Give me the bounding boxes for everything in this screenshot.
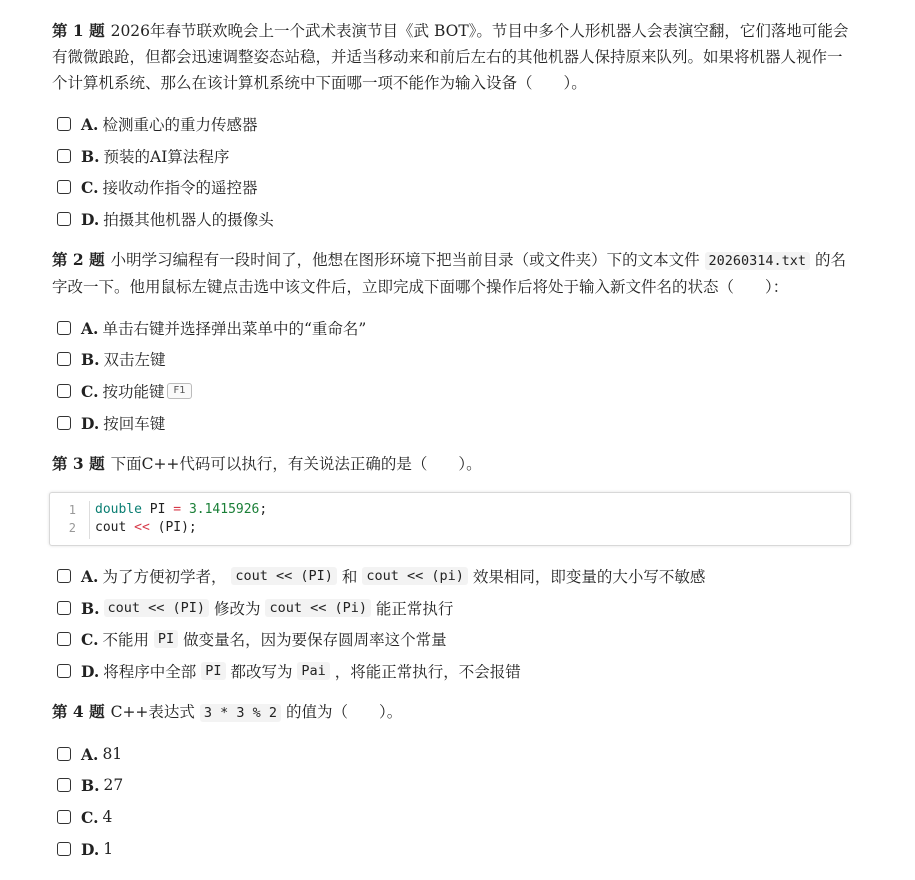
checkbox[interactable] [57,810,71,824]
checkbox[interactable] [57,384,71,398]
checkbox[interactable] [57,117,71,131]
code-gutter [89,501,90,539]
question-text-cont: 的名字改一下。他用鼠标左键点击选中该文件后，立即完成下面哪个操作后将处于输入新文件名的状态（ ）： [52,251,847,296]
expression-code: 3 * 3 % 2 [200,704,281,722]
question-3 [52,451,852,477]
question-text: 下面C++代码可以执行，有关说法正确的是（ ）。 [110,455,482,473]
option-1a[interactable]: A. 检测重心的重力传感器 [57,112,257,136]
question-number: 第 1 题 [52,21,105,40]
question-1 [52,18,852,96]
f1-key: F1 [167,383,191,399]
checkbox[interactable] [57,601,71,615]
option-2a[interactable]: A. 单击右键并选择弹出菜单中的“重命名” [57,316,366,340]
option-1b[interactable]: B. 预装的AI算法程序 [57,144,229,168]
option-3b[interactable]: B. cout << (PI) 修改为 cout << (Pi) 能正常执行 [57,596,453,620]
question-number: 第 4 题 [52,702,105,721]
question-text: 小明学习编程有一段时间了，他想在图形环境下把当前目录（或文件夹）下的文本文件 [110,251,700,269]
question-text-cont: 的值为（ ）。 [285,703,403,721]
option-4b[interactable]: B. 27 [57,773,123,797]
option-1c[interactable]: C. 接收动作指令的遥控器 [57,175,257,199]
option-4c[interactable]: C. 4 [57,805,112,829]
option-3c[interactable]: C. 不能用 PI 做变量名，因为要保存圆周率这个常量 [57,627,447,651]
option-2c[interactable]: C. 按功能键 F1 [57,379,192,403]
option-2d[interactable]: D. 按回车键 [57,411,165,435]
question-2 [52,247,852,300]
option-4a[interactable]: A. 81 [57,742,122,766]
option-1d[interactable]: D. 拍摄其他机器人的摄像头 [57,207,274,231]
line-number: 1 [68,503,76,517]
question-4 [52,699,852,726]
option-3a[interactable]: A. 为了方便初学者， cout << (PI) 和 cout << (pi) 效果相同，即变量的大小写不敏感 [57,564,705,588]
checkbox[interactable] [57,352,71,366]
line-number: 2 [68,521,76,535]
checkbox[interactable] [57,212,71,226]
checkbox[interactable] [57,747,71,761]
filename-code: 20260314.txt [705,252,811,270]
code-block: 1 double PI = 3.1415926; 2 cout << (PI); [49,492,851,546]
option-4d[interactable]: D. 1 [57,837,113,861]
question-text: 2026年春节联欢晚会上一个武术表演节目《武 BOT》。节目中多个人形机器人会表演空翻，它们落地可能会有微微踉跄，但都会迅速调整姿态站稳，并适当移动来和前后左右的其他机器人保持原来队列。如果将机器人视作一个计算机系统、那么在该计算机系统中下面哪一项不能作为输入设备（ ）。 [52,22,849,92]
question-number: 第 3 题 [52,454,105,473]
option-3d[interactable]: D. 将程序中全部 PI 都改写为 Pai ，将能正常执行，不会报错 [57,659,521,683]
checkbox[interactable] [57,569,71,583]
checkbox[interactable] [57,149,71,163]
question-number: 第 2 题 [52,250,105,269]
option-2b[interactable]: B. 双击左键 [57,347,166,371]
checkbox[interactable] [57,778,71,792]
checkbox[interactable] [57,632,71,646]
checkbox[interactable] [57,321,71,335]
checkbox[interactable] [57,416,71,430]
checkbox[interactable] [57,180,71,194]
checkbox[interactable] [57,664,71,678]
question-text: C++表达式 [110,703,195,721]
checkbox[interactable] [57,842,71,856]
